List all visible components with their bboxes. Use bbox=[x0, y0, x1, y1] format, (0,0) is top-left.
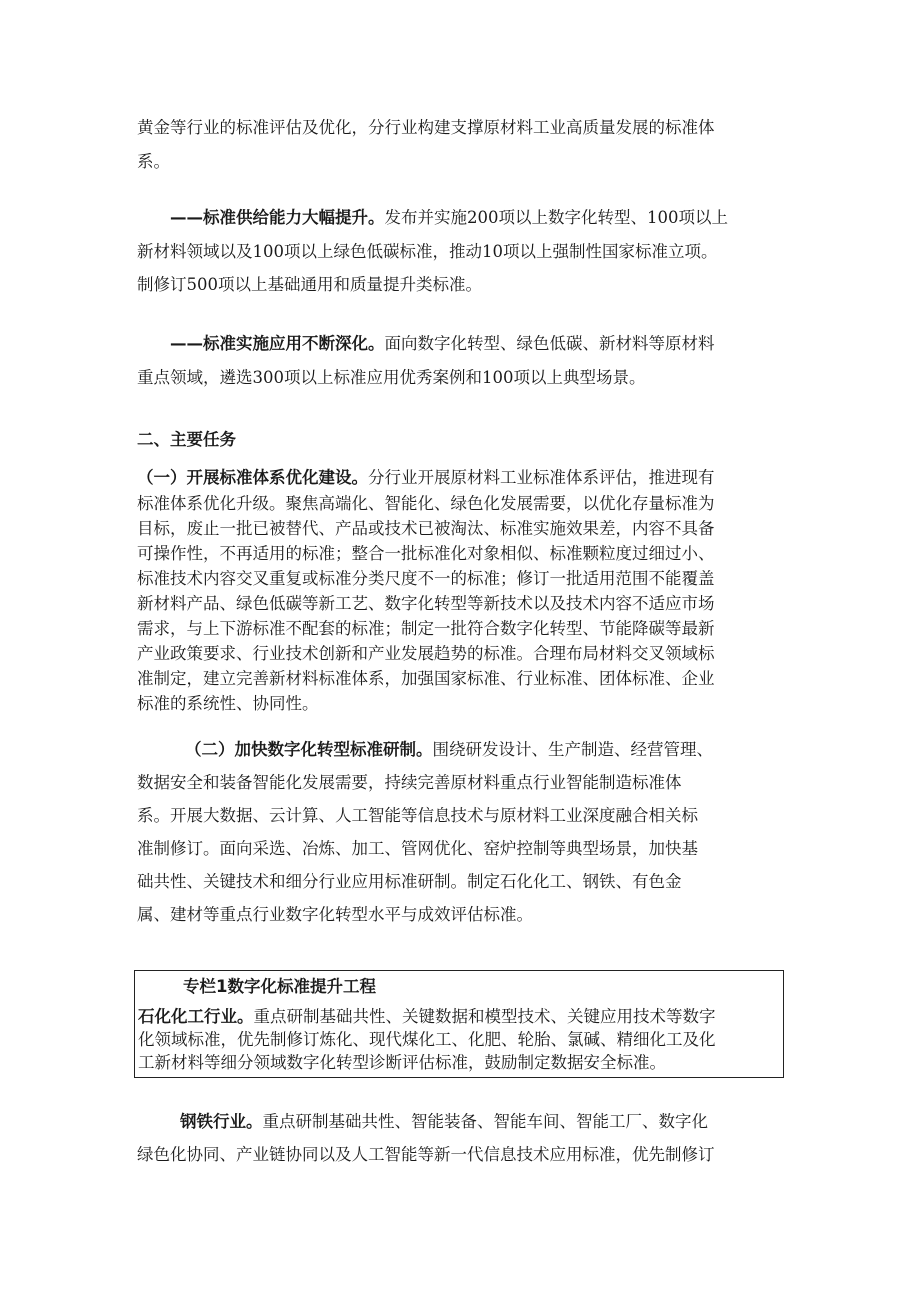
paragraph-line: 础共性、关键技术和细分行业应用标准研制。制定石化化工、钢铁、有色金 bbox=[137, 872, 682, 891]
feature-box-line: 化领域标准，优先制修订炼化、现代煤化工、化肥、轮胎、氯碱、精细化工及化 bbox=[138, 1030, 716, 1049]
paragraph-line: 目标，废止一批已被替代、产品或技术已被淘汰、标准实施效果差，内容不具备 bbox=[137, 519, 715, 538]
paragraph-line: 标准体系优化升级。聚焦高端化、智能化、绿色化发展需要，以优化存量标准为 bbox=[137, 494, 715, 513]
paragraph-line: 制修订500项以上基础通用和质量提升类标准。 bbox=[137, 275, 482, 294]
paragraph-line: 系。 bbox=[137, 152, 170, 171]
paragraph-line: 准制定，建立完善新材料标准体系，加强国家标准、行业标准、团体标准、企业 bbox=[137, 669, 715, 688]
paragraph-bold-lead: ——标准实施应用不断深化。 bbox=[170, 334, 385, 353]
paragraph-line: 新材料产品、绿色低碳等新工艺、数字化转型等新技术以及技术内容不适应市场 bbox=[137, 594, 715, 613]
paragraph-text: 面向数字化转型、绿色低碳、新材料等原材料 bbox=[384, 334, 715, 353]
paragraph-line: 新材料领域以及100项以上绿色低碳标准，推动10项以上强制性国家标准立项。 bbox=[137, 242, 718, 261]
paragraph-line: 绿色化协同、产业链协同以及人工智能等新一代信息技术应用标准，优先制修订 bbox=[137, 1145, 715, 1164]
paragraph-line: 标准技术内容交叉重复或标准分类尺度不一的标准；修订一批适用范围不能覆盖 bbox=[137, 569, 715, 588]
paragraph-line: 重点领域，遴选300项以上标准应用优秀案例和100项以上典型场景。 bbox=[137, 368, 646, 387]
paragraph-text: 发布并实施200项以上数字化转型、100项以上 bbox=[384, 208, 728, 227]
paragraph-text: 围绕研发设计、生产制造、经营管理、 bbox=[432, 740, 713, 759]
paragraph-bold-lead: ——标准供给能力大幅提升。 bbox=[170, 208, 385, 227]
paragraph-bold-lead: （一）开展标准体系优化建设。 bbox=[137, 468, 368, 487]
section-heading: 二、主要任务 bbox=[137, 430, 236, 449]
feature-box-bold-lead: 石化化工行业。 bbox=[138, 1007, 254, 1026]
feature-box bbox=[134, 970, 784, 1078]
paragraph-line: 可操作性，不再适用的标准；整合一批标准化对象相似、标准颗粒度过细过小、 bbox=[137, 544, 715, 563]
paragraph-line: 数据安全和装备智能化发展需要，持续完善原材料重点行业智能制造标准体 bbox=[137, 773, 682, 792]
paragraph-line bbox=[170, 208, 728, 228]
paragraph-bold-lead: （二）加快数字化转型标准研制。 bbox=[185, 740, 433, 759]
paragraph-line: 准制修订。面向采选、冶炼、加工、管网优化、窑炉控制等典型场景，加快基 bbox=[137, 839, 698, 858]
paragraph-line: 系。开展大数据、云计算、人工智能等信息技术与原材料工业深度融合相关标 bbox=[137, 806, 698, 825]
paragraph-line bbox=[170, 334, 715, 354]
paragraph-text: 重点研制基础共性、智能装备、智能车间、智能工厂、数字化 bbox=[262, 1112, 708, 1131]
paragraph-line: 产业政策要求、行业技术创新和产业发展趋势的标准。合理布局材料交叉领域标 bbox=[137, 644, 715, 663]
paragraph-line: 黄金等行业的标准评估及优化，分行业构建支撑原材料工业高质量发展的标准体 bbox=[137, 118, 715, 137]
feature-box-line: 工新材料等细分领域数字化转型诊断评估标准，鼓励制定数据安全标准。 bbox=[138, 1053, 666, 1072]
paragraph-line: 属、建材等重点行业数字化转型水平与成效评估标准。 bbox=[137, 905, 533, 924]
paragraph-line: 标准的系统性、协同性。 bbox=[137, 694, 319, 713]
paragraph-line bbox=[185, 740, 713, 760]
paragraph-bold-lead: 钢铁行业。 bbox=[180, 1112, 263, 1131]
feature-box-line bbox=[138, 1007, 716, 1027]
paragraph-line bbox=[137, 468, 715, 488]
paragraph-text: 分行业开展原材料工业标准体系评估，推进现有 bbox=[368, 468, 715, 487]
feature-box-title: 专栏1数字化标准提升工程 bbox=[183, 977, 376, 996]
paragraph-line: 需求，与上下游标准不配套的标准；制定一批符合数字化转型、节能降碳等最新 bbox=[137, 619, 715, 638]
paragraph-line bbox=[180, 1112, 708, 1132]
feature-box-text: 重点研制基础共性、关键数据和模型技术、关键应用技术等数字 bbox=[253, 1007, 716, 1026]
